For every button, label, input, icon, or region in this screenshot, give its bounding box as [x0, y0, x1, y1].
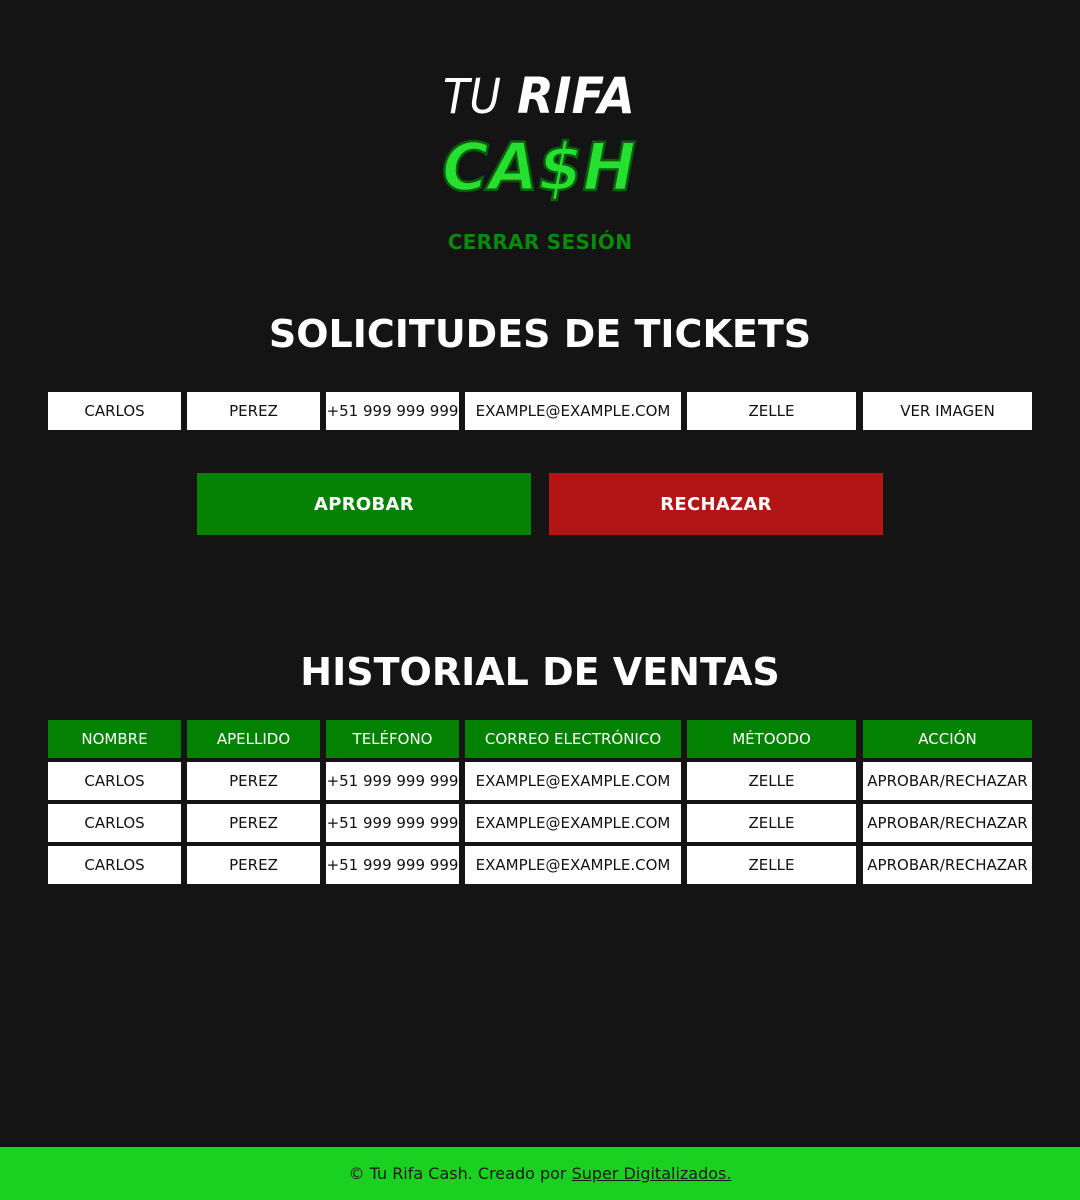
metodo-cell: ZELLE [687, 804, 856, 842]
accion-cell[interactable]: APROBAR/RECHAZAR [863, 762, 1032, 800]
apellido-cell: PEREZ [187, 762, 320, 800]
correo-cell: EXAMPLE@EXAMPLE.COM [465, 804, 681, 842]
history-header-row [0, 720, 1080, 758]
logout-link[interactable]: CERRAR SESIÓN [447, 230, 633, 254]
nombre-cell: CARLOS [48, 804, 181, 842]
apellido-cell: PEREZ [187, 804, 320, 842]
request-telefono-cell: +51 999 999 999 [326, 392, 459, 430]
footer-text: © Tu Rifa Cash. Creado por [348, 1164, 572, 1183]
telefono-cell: +51 999 999 999 [326, 846, 459, 884]
header-apellido: APELLIDO [187, 720, 320, 758]
logo-rifa-text: RIFA [517, 67, 635, 125]
accion-cell[interactable]: APROBAR/RECHAZAR [863, 804, 1032, 842]
header-correo: CORREO ELECTRÓNICO [465, 720, 681, 758]
request-row [0, 392, 1080, 430]
view-image-button[interactable]: VER IMAGEN [863, 392, 1032, 430]
logo-cash-text: CA$H [442, 129, 636, 206]
accion-cell[interactable]: APROBAR/RECHAZAR [863, 846, 1032, 884]
history-title: HISTORIAL DE VENTAS [300, 650, 780, 694]
header-metodo: MÉTOODO [687, 720, 856, 758]
header-nombre: NOMBRE [48, 720, 181, 758]
requests-title: SOLICITUDES DE TICKETS [268, 312, 812, 356]
logo-tu-text: TU [443, 69, 501, 125]
header-accion: ACCIÓN [863, 720, 1032, 758]
request-apellido-cell: PEREZ [187, 392, 320, 430]
telefono-cell: +51 999 999 999 [326, 762, 459, 800]
nombre-cell: CARLOS [48, 762, 181, 800]
nombre-cell: CARLOS [48, 846, 181, 884]
apellido-cell: PEREZ [187, 846, 320, 884]
request-nombre-cell: CARLOS [48, 392, 181, 430]
tu-rifa-cash-logo [0, 64, 1080, 214]
approve-button[interactable]: APROBAR [197, 473, 531, 535]
correo-cell: EXAMPLE@EXAMPLE.COM [465, 846, 681, 884]
correo-cell: EXAMPLE@EXAMPLE.COM [465, 762, 681, 800]
reject-button[interactable]: RECHAZAR [549, 473, 883, 535]
request-correo-cell: EXAMPLE@EXAMPLE.COM [465, 392, 681, 430]
request-metodo-cell: ZELLE [687, 392, 856, 430]
table-row [0, 846, 1080, 884]
header-telefono: TELÉFONO [326, 720, 459, 758]
metodo-cell: ZELLE [687, 762, 856, 800]
telefono-cell: +51 999 999 999 [326, 804, 459, 842]
footer [0, 1147, 1080, 1200]
table-row [0, 762, 1080, 800]
footer-credit-link[interactable]: Super Digitalizados. [571, 1164, 732, 1183]
table-row [0, 804, 1080, 842]
metodo-cell: ZELLE [687, 846, 856, 884]
